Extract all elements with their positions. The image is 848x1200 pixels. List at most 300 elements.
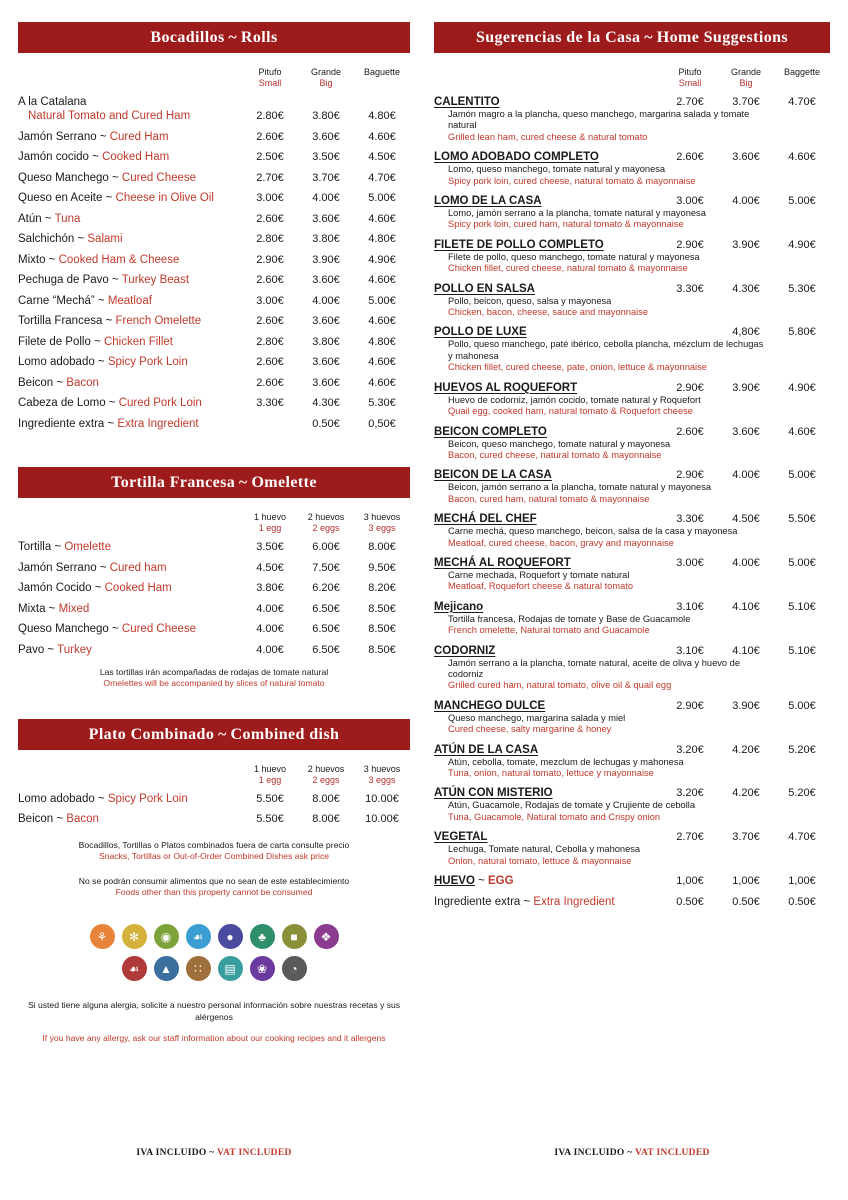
combined-note-1-es: Bocadillos, Tortillas o Platos combinados fuera de carta consulte precio: [78, 840, 350, 850]
menu-item-price: 3.50€: [256, 541, 284, 553]
menu-item-separator: ~: [45, 602, 59, 615]
suggestion-description: [434, 109, 830, 143]
menu-item-price: 5.00€: [368, 294, 396, 307]
menu-item-price: 2.60€: [256, 274, 284, 286]
suggestion-price: 5.10€: [788, 644, 816, 657]
menu-item-row: [18, 812, 410, 826]
suggestion-price: 2.70€: [676, 831, 704, 844]
menu-item-separator: ~: [53, 376, 67, 389]
suggestion-item: [434, 786, 830, 823]
omelette-column-headers: [18, 512, 410, 534]
menu-item-name: [18, 212, 242, 226]
suggestion-title: FILETE DE POLLO COMPLETO: [434, 238, 604, 251]
menu-item-name-en: Cooked Ham: [104, 582, 172, 594]
menu-item-separator: ~: [94, 294, 108, 307]
suggestion-description: [434, 164, 830, 187]
sulphite-icon-glyph: ▤: [224, 961, 236, 976]
menu-item-price: 4.00€: [256, 643, 284, 656]
menu-item-price: 2.80€: [256, 110, 284, 122]
suggestion-item: [434, 556, 830, 593]
menu-item-name-en: Chicken Fillet: [103, 335, 174, 348]
suggestion-description-es: Carne mechada, Roquefort y tomate natural: [448, 569, 630, 580]
suggestion-item: [434, 743, 830, 780]
suggestion-top-row: [434, 743, 830, 757]
menu-item-name-es: Queso en Aceite: [18, 192, 103, 204]
section-header-omelette: [18, 467, 410, 498]
menu-item-price: 4.00€: [312, 192, 340, 204]
menu-item-name: [18, 792, 242, 806]
menu-item-name-en: Cooked Ham: [102, 151, 170, 163]
suggestion-price: 5.10€: [788, 600, 816, 613]
suggestion-top-row: [434, 512, 830, 526]
menu-item-price: 8.50€: [368, 602, 396, 615]
menu-item-separator: ~: [105, 397, 119, 409]
suggestion-description-en: Quail egg, cooked ham, natural tomato & Roquefort cheese: [448, 406, 693, 417]
menu-item-price: 4.50€: [368, 151, 396, 163]
combined-col-3-en: 3 eggs: [368, 774, 396, 785]
menu-item-name: [18, 602, 242, 616]
menu-item-name: [18, 171, 242, 185]
menu-item-name-en: Extra Ingredient: [117, 417, 199, 430]
menu-item-price: 0.50€: [312, 417, 340, 430]
menu-item-price: 6.50€: [312, 643, 340, 656]
menu-item-row: [18, 273, 410, 287]
suggestion-price: 2.90€: [676, 238, 704, 251]
combined-col-1: [242, 764, 298, 786]
suggestion-simple-price: 1,00€: [676, 875, 704, 888]
combined-col-3: [354, 764, 410, 786]
suggestion-price: 4.00€: [732, 556, 760, 569]
suggestion-description: [434, 526, 830, 549]
celery-icon: [122, 956, 147, 981]
suggestion-description-es: Lomo, jamón serrano a la plancha, tomate natural y mayonesa: [448, 208, 706, 219]
mustard-icon-glyph: ▲: [160, 961, 172, 976]
menu-item-price: 3.00€: [256, 294, 284, 307]
menu-item-price: 2.60€: [256, 376, 284, 389]
menu-item-separator: ~: [41, 212, 55, 225]
menu-item-price: 3.60€: [312, 315, 340, 327]
menu-item-name-es: Jamón Serrano: [18, 561, 97, 574]
suggestion-item: [434, 644, 830, 692]
suggestion-price: 5.20€: [788, 743, 816, 756]
menu-item-price: 5.00€: [368, 192, 396, 204]
menu-item-price: 6.50€: [312, 602, 340, 615]
suggestions-col-baguette: [774, 67, 830, 89]
menu-item-name-en: Cured Ham: [109, 130, 169, 143]
menu-item-name: [18, 335, 242, 349]
combined-note-2: [18, 876, 410, 898]
suggestion-simple-name-es: Ingrediente extra: [434, 895, 521, 908]
menu-item-name-en: Turkey: [57, 643, 92, 656]
menu-item-name-en: Omelette: [64, 541, 112, 553]
nuts-icon: [314, 924, 339, 949]
menu-item-price: 4.70€: [368, 171, 396, 184]
omelette-title-sep: ~: [238, 474, 248, 491]
suggestion-title: POLLO DE LUXE: [434, 326, 527, 339]
menu-item-price: 2.80€: [256, 335, 284, 348]
menu-item-name: [18, 396, 242, 410]
footer-left-es: IVA INCLUIDO: [136, 1148, 210, 1158]
menu-item-name-es: Ingrediente extra: [18, 417, 105, 430]
suggestion-top-row: [434, 238, 830, 252]
menu-item-price: 5.50€: [256, 813, 284, 825]
allergy-note-es: Si usted tiene alguna alergia, solicite a nuestro personal información sobre nuestras recetas y sus alérgenos: [27, 1000, 401, 1022]
menu-item-row: [18, 212, 410, 226]
suggestion-description-en: Chicken, bacon, cheese, sauce and mayonnaise: [448, 307, 649, 318]
allergen-row-2: [122, 956, 307, 981]
suggestion-price: 3.00€: [676, 556, 704, 569]
suggestion-title: ATÚN CON MISTERIO: [434, 787, 553, 800]
suggestion-title: VEGETAL: [434, 831, 488, 844]
rolls-title-es: Bocadillos: [150, 29, 225, 46]
menu-item-name-es: Filete de Pollo: [18, 335, 91, 348]
suggestion-description-es: Atún, Guacamole, Rodajas de tomate y Crujiente de cebolla: [448, 800, 696, 811]
menu-item-price: 2.70€: [256, 171, 284, 184]
omelette-title-es: Tortilla Francesa: [111, 474, 236, 491]
suggestion-title: HUEVOS AL ROQUEFORT: [434, 381, 578, 394]
suggestion-description-es: Beicon, queso manchego, tomate natural y mayonesa: [448, 438, 671, 449]
rolls-title-en: Rolls: [240, 29, 278, 46]
menu-item-name-es: Mixto: [18, 253, 46, 266]
combined-title-sep: ~: [218, 725, 227, 743]
menu-item-name-en: Cured ham: [109, 561, 167, 574]
suggestion-title: CALENTITO: [434, 96, 500, 108]
menu-item-name-es: A la Catalana: [18, 96, 87, 108]
footer-right-en: VAT INCLUDED: [635, 1148, 710, 1158]
suggestion-item: [434, 830, 830, 867]
suggestion-title: Mejicano: [434, 600, 484, 613]
menu-item-row: [18, 294, 410, 308]
suggestion-description-es: Lomo, queso manchego, tomate natural y mayonesa: [448, 164, 666, 175]
menu-item-name: [18, 622, 242, 636]
menu-item-price: 9.50€: [368, 561, 396, 574]
combined-col-2-es: 2 huevos: [307, 763, 345, 774]
menu-item-price: 3.80€: [256, 582, 284, 594]
soy-icon: [250, 924, 275, 949]
suggestion-description-en: Bacon, cured ham, natural tomato & mayonnaise: [448, 493, 650, 504]
suggestion-price: 2.60€: [676, 425, 704, 438]
menu-item-name-en: Cured Cheese: [121, 171, 197, 184]
menu-item-price: 2.50€: [256, 151, 284, 163]
menu-item-name-es: Mixta: [18, 602, 46, 615]
menu-item-name: [18, 314, 242, 328]
menu-item-separator: ~: [91, 582, 105, 594]
suggestion-top-row: [434, 381, 830, 395]
menu-item-price: 3.60€: [312, 130, 340, 143]
omelette-item-list: [18, 540, 410, 657]
suggestion-title: MECHÁ AL ROQUEFORT: [434, 556, 571, 569]
suggestion-title: LOMO ADOBADO COMPLETO: [434, 151, 599, 164]
menu-item-name-es: Beicon: [18, 376, 54, 389]
suggestion-description-en: Chicken fillet, cured cheese, natural tomato & mayonnaise: [448, 263, 688, 274]
suggestion-item: [434, 238, 830, 275]
suggestion-price: 2.70€: [676, 96, 704, 108]
menu-item-name: [18, 561, 242, 575]
suggestion-description-en: Onion, natural tomato, lettuce & mayonnaise: [448, 855, 632, 866]
suggestion-price: 5.00€: [788, 195, 816, 208]
suggestions-col-pitufo-es: Pitufo: [678, 67, 702, 77]
suggestion-title: MANCHEGO DULCE: [434, 699, 546, 712]
menu-item-name-en: Salami: [87, 233, 123, 245]
menu-item-separator: ~: [104, 417, 118, 430]
section-header-rolls: [18, 22, 410, 53]
suggestion-price: 3.60€: [732, 425, 760, 438]
suggestion-simple-price: 0.50€: [676, 895, 704, 908]
suggestion-price: 2.60€: [676, 151, 704, 164]
menu-item-price: 3.60€: [312, 274, 340, 286]
suggestion-simple-name: [434, 895, 662, 909]
suggestion-item: [434, 699, 830, 736]
suggestion-item: [434, 194, 830, 231]
menu-item-row: [18, 232, 410, 246]
suggestion-price: 3.30€: [676, 513, 704, 526]
suggestion-description-en: Spicy pork loin, cured cheese, natural tomato & mayonnaise: [448, 175, 696, 186]
suggestion-price: 3.10€: [676, 600, 704, 613]
suggestion-price: 4.90€: [788, 381, 816, 394]
combined-column-headers: [18, 764, 410, 786]
menu-item-name: [18, 273, 242, 287]
menu-item-name-es: Queso Manchego: [18, 623, 109, 635]
menu-item-price: 3.80€: [312, 233, 340, 245]
menu-item-name-es: Tortilla: [18, 541, 52, 553]
suggestion-description-es: Huevo de codorniz, jamón cocido, tomate natural y Roquefort: [448, 394, 701, 405]
suggestion-description-en: Spicy pork loin, cured ham, natural tomato & mayonnaise: [448, 219, 684, 230]
peanut-icon: [218, 924, 243, 949]
menu-item-row: [18, 540, 410, 554]
omelette-col-3: [354, 512, 410, 534]
combined-col-2: [298, 764, 354, 786]
fish-icon: [186, 924, 211, 949]
suggestion-item: [434, 512, 830, 549]
menu-item-row: [18, 314, 410, 328]
footer-left-en: VAT INCLUDED: [217, 1148, 292, 1158]
rolls-item-list: [18, 95, 410, 431]
suggestion-top-row: [434, 699, 830, 713]
menu-item-price: 8.00€: [312, 792, 340, 805]
menu-item-price: 3.00€: [256, 192, 284, 204]
combined-col-2-en: 2 eggs: [312, 774, 340, 785]
suggestion-price: 3.90€: [732, 381, 760, 394]
menu-item-price: 6.20€: [312, 582, 340, 594]
menu-item-separator: ~: [108, 171, 122, 184]
lupin-icon-glyph: ❀: [256, 961, 268, 976]
suggestion-item: [434, 425, 830, 462]
egg-icon-glyph: ◉: [160, 929, 172, 944]
menu-item-name-en: Mixed: [58, 602, 90, 615]
combined-col-1-en: 1 egg: [258, 774, 282, 785]
suggestion-item: [434, 468, 830, 505]
suggestion-description: [434, 339, 830, 373]
menu-item-name-es: Jamón cocido: [18, 151, 89, 163]
menu-item-row: [18, 622, 410, 636]
omelette-note: [18, 667, 410, 689]
suggestion-description-en: French omelette, Natural tomato and Guacamole: [448, 625, 650, 636]
suggestion-title: POLLO EN SALSA: [434, 282, 535, 295]
suggestion-simple-price: 0.50€: [732, 895, 760, 908]
celery-icon-glyph: ☙: [128, 961, 140, 976]
suggestion-description: [434, 844, 830, 867]
menu-item-price: 4.90€: [368, 253, 396, 266]
suggestion-simple-separator: ~: [474, 875, 489, 888]
menu-item-name-es: Beicon: [18, 813, 54, 825]
menu-item-row: [18, 396, 410, 410]
menu-item-name-en: Turkey Beast: [121, 274, 190, 286]
suggestions-col-baguette-es: Baggette: [783, 67, 821, 77]
menu-item-name: [18, 130, 242, 144]
suggestion-title: ATÚN DE LA CASA: [434, 743, 539, 756]
menu-item-name: [18, 232, 242, 246]
menu-item-separator: ~: [53, 813, 67, 825]
menu-item-price: 4.60€: [368, 274, 396, 286]
suggestion-description: [434, 296, 830, 319]
suggestion-simple-name-en: EGG: [488, 875, 514, 888]
combined-col-1-es: 1 huevo: [253, 763, 287, 774]
suggestion-price: 5.00€: [788, 699, 816, 712]
menu-item-name-en: Tuna: [54, 212, 81, 225]
suggestion-simple-price: 0.50€: [788, 895, 816, 908]
menu-item-name-en: Cheese in Olive Oil: [115, 192, 214, 204]
suggestion-description: [434, 482, 830, 505]
suggestion-description-es: Carne mechá, queso manchego, beicon, salsa de la casa y mayonesa: [448, 526, 738, 537]
omelette-col-3-es: 3 huevos: [363, 512, 401, 522]
suggestion-price: 4.70€: [788, 96, 816, 108]
footer-left-sep: ~: [209, 1148, 218, 1158]
suggestion-price: 2.90€: [676, 469, 704, 482]
suggestion-price: 5.00€: [788, 556, 816, 569]
suggestion-price: 3.70€: [732, 96, 760, 108]
suggestion-simple-row: [434, 874, 830, 888]
menu-item-price: 10.00€: [365, 813, 399, 825]
section-header-combined: [18, 719, 410, 750]
suggestion-top-row: [434, 194, 830, 208]
menu-item-name-es: Queso Manchego: [18, 171, 109, 184]
menu-item-price: 6.50€: [312, 623, 340, 635]
suggestion-price: 3.30€: [676, 282, 704, 295]
omelette-col-2-en: 2 eggs: [312, 523, 340, 533]
suggestion-description: [434, 658, 830, 692]
menu-item-name-es: Cabeza de Lomo: [18, 397, 106, 409]
suggestions-col-grande-es: Grande: [730, 67, 762, 77]
suggestion-top-row: [434, 830, 830, 844]
suggestion-top-row: [434, 468, 830, 482]
suggestion-simple-price: 1,00€: [788, 875, 816, 888]
rolls-col-baguette-es: Baguette: [363, 67, 401, 77]
suggestion-price: 4,80€: [732, 326, 760, 339]
suggestion-description-es: Atún, cebolla, tomate, mezclum de lechugas y mahonesa: [448, 756, 684, 767]
allergen-row-1: [90, 924, 339, 949]
suggestion-price: 2.90€: [676, 699, 704, 712]
suggestions-item-list: [434, 95, 830, 867]
suggestion-price: 3.90€: [732, 699, 760, 712]
menu-item-row: [18, 335, 410, 349]
menu-item-price: 2.60€: [256, 212, 284, 225]
menu-item-price: 2.80€: [256, 233, 284, 245]
menu-item-price: 4.60€: [368, 315, 396, 327]
suggestion-price: 5.80€: [788, 326, 816, 339]
suggestion-simple-separator: ~: [520, 895, 534, 908]
menu-item-name-es: Salchichón: [18, 233, 75, 245]
menu-item-separator: ~: [74, 233, 88, 245]
menu-item-name: [18, 253, 242, 267]
menu-item-name-en: Cured Cheese: [121, 623, 197, 635]
omelette-col-3-en: 3 eggs: [368, 523, 396, 533]
menu-item-price: 8.50€: [368, 623, 396, 635]
rolls-col-grande: [298, 67, 354, 89]
menu-item-price: 10.00€: [365, 792, 399, 805]
menu-item-separator: ~: [102, 315, 116, 327]
menu-item-row: [18, 355, 410, 369]
menu-item-price: 4.00€: [256, 623, 284, 635]
suggestion-price: 4.20€: [732, 787, 760, 800]
menu-item-price: 5.50€: [256, 792, 284, 805]
mollusc-icon: [282, 956, 307, 981]
menu-item-name-es: Carne “Mechá”: [18, 294, 95, 307]
menu-item-name-en: Meatloaf: [107, 294, 152, 307]
suggestion-top-row: [434, 600, 830, 614]
mollusc-icon-glyph: ◔: [290, 961, 298, 976]
suggestions-col-grande-en: Big: [739, 78, 753, 88]
sulphite-icon: [218, 956, 243, 981]
menu-item-price: 6.00€: [312, 541, 340, 553]
suggestion-description-es: Filete de pollo, queso manchego, tomate natural y mayonesa: [448, 251, 700, 262]
suggestion-top-row: [434, 556, 830, 570]
footer-left: [18, 1148, 410, 1158]
menu-item-name: [18, 355, 242, 369]
suggestion-description-es: Jamón serrano a la plancha, tomate natural, aceite de oliva y huevo de codorniz: [448, 657, 740, 679]
menu-item-price: 4.60€: [368, 130, 396, 143]
suggestions-title-en: Home Suggestions: [656, 29, 789, 46]
suggestion-description-es: Beicon, jamón serrano a la plancha, tomate natural y mayonesa: [448, 482, 712, 493]
menu-item-name-es: Jamón Cocido: [18, 582, 92, 594]
suggestion-price: 4.90€: [788, 238, 816, 251]
suggestion-simple-row: [434, 895, 830, 909]
suggestions-tail-rows: [434, 874, 830, 909]
suggestion-description: [434, 713, 830, 736]
suggestion-price: 3.20€: [676, 787, 704, 800]
menu-item-price: 4.80€: [368, 335, 396, 348]
suggestion-description: [434, 614, 830, 637]
crustacean-icon-glyph: ✻: [128, 929, 140, 944]
omelette-title-en: Omelette: [251, 474, 317, 491]
milk-icon: [282, 924, 307, 949]
menu-item-row: [18, 643, 410, 657]
fish-icon-glyph: ☙: [192, 929, 204, 944]
menu-item-name: [18, 294, 242, 308]
menu-item-price: 4.60€: [368, 212, 396, 225]
menu-item-price: 4.30€: [312, 397, 340, 409]
suggestion-description-en: Meatloaf, Roquefort cheese & natural tomato: [448, 581, 634, 592]
menu-item-name: [18, 376, 242, 390]
combined-title-es: Plato Combinado: [88, 725, 215, 743]
menu-item-price: 3.90€: [312, 253, 340, 266]
omelette-col-2: [298, 512, 354, 534]
omelette-col-1: [242, 512, 298, 534]
suggestion-price: 2.90€: [676, 381, 704, 394]
left-column: [18, 22, 410, 1044]
rolls-col-grande-en: Big: [319, 78, 333, 88]
suggestions-col-pitufo: [662, 67, 718, 89]
suggestion-price: 4.00€: [732, 469, 760, 482]
suggestion-top-row: [434, 150, 830, 164]
suggestion-price: 4.10€: [732, 644, 760, 657]
omelette-note-en: Omelettes will be accompanied by slices of natural tomato: [103, 677, 325, 688]
menu-item-name: [18, 95, 242, 123]
menu-item-name: [18, 191, 242, 205]
menu-item-price: 3.60€: [312, 356, 340, 368]
menu-item-name-en: French Omelette: [115, 315, 202, 327]
suggestions-col-grande: [718, 67, 774, 89]
suggestion-price: 4.60€: [788, 425, 816, 438]
